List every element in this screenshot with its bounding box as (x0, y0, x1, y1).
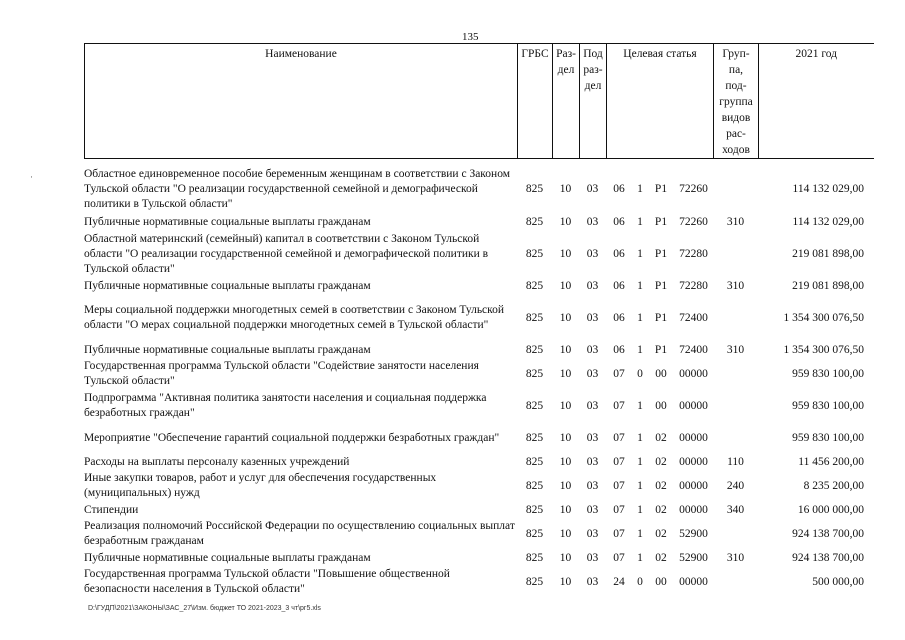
cell-pr: 03 (586, 182, 599, 195)
cell-p3: 02 (655, 455, 667, 468)
cell-amount: 1 354 300 076,50 (783, 311, 864, 324)
header-group-line-5: видов (721, 112, 751, 124)
cell-rz: 10 (559, 343, 572, 356)
cell-pr: 03 (586, 399, 599, 412)
cell-name: Стипендии (84, 503, 139, 516)
cell-name: Публичные нормативные социальные выплаты гражданам (84, 279, 371, 292)
cell-p1: 07 (613, 367, 625, 380)
cell-name: Публичные нормативные социальные выплаты гражданам (84, 215, 371, 228)
cell-vr (713, 518, 758, 550)
cell-amount: 959 830 100,00 (792, 431, 864, 444)
cell-pr: 03 (586, 215, 599, 228)
cell-amount: 114 132 029,00 (792, 182, 864, 195)
cell-vr: 310 (726, 343, 745, 356)
cell-p4: 00000 (679, 479, 708, 492)
header-group (714, 44, 759, 159)
cell-amount: 219 081 898,00 (792, 247, 864, 260)
cell-pr: 03 (586, 503, 599, 516)
header-podrazdel-line-1: Под (583, 48, 603, 60)
cell-amount: 924 138 700,00 (792, 527, 864, 540)
cell-pr: 03 (586, 527, 599, 540)
cell-rz: 10 (559, 215, 572, 228)
cell-p3: 02 (655, 551, 667, 564)
cell-p4: 72260 (679, 182, 708, 195)
cell-vr (713, 566, 758, 598)
table-row (84, 454, 864, 470)
cell-p3: 02 (655, 431, 667, 444)
cell-p3: P1 (654, 215, 668, 228)
cell-vr (713, 230, 758, 278)
header-name: Наименование (85, 44, 518, 159)
cell-name: Мероприятие "Обеспечение гарантий социальной поддержки безработных граждан" (84, 431, 500, 444)
cell-p4: 52900 (679, 551, 708, 564)
cell-grbs: 825 (525, 247, 544, 260)
cell-p1: 07 (613, 431, 625, 444)
cell-grbs: 825 (525, 399, 544, 412)
cell-vr: 110 (727, 455, 744, 468)
cell-grbs: 825 (525, 431, 544, 444)
cell-rz: 10 (559, 182, 572, 195)
cell-p3: 02 (655, 527, 667, 540)
cell-p4: 72280 (679, 247, 708, 260)
cell-name: Областной материнский (семейный) капитал в соответствии с Законом Тульской области "О реализации государственной семейной и демографической политики в Тульской области" (84, 232, 489, 275)
cell-p2: 1 (637, 455, 643, 468)
header-razdel-line-1: Раз- (556, 48, 576, 60)
header-target: Целевая статья (607, 44, 714, 159)
cell-p2: 1 (637, 215, 643, 228)
header-podrazdel-line-3: дел (584, 80, 602, 92)
cell-name: Реализация полномочий Российской Федерации по осуществлению социальных выплат безработным гражданам (84, 520, 515, 547)
cell-name: Подпрограмма "Активная политика занятости населения и социальная поддержка безработных граждан" (84, 392, 487, 419)
header-grbs: ГРБС (518, 44, 553, 159)
cell-p1: 07 (613, 551, 625, 564)
cell-grbs: 825 (525, 367, 544, 380)
header-podrazdel-line-2: раз- (583, 64, 603, 76)
cell-pr: 03 (586, 343, 599, 356)
table-row (84, 342, 864, 358)
cell-vr: 310 (726, 551, 745, 564)
cell-rz: 10 (559, 503, 572, 516)
cell-p2: 1 (637, 503, 643, 516)
cell-vr: 310 (726, 279, 745, 292)
cell-pr: 03 (586, 479, 599, 492)
cell-p1: 07 (613, 455, 625, 468)
cell-rz: 10 (559, 527, 572, 540)
cell-vr: 340 (726, 503, 745, 516)
cell-vr (713, 294, 758, 342)
cell-p2: 1 (637, 527, 643, 540)
cell-p2: 1 (637, 399, 643, 412)
cell-p3: P1 (654, 343, 668, 356)
cell-rz: 10 (559, 479, 572, 492)
cell-rz: 10 (559, 431, 572, 444)
cell-pr: 03 (586, 431, 599, 444)
cell-vr (713, 358, 758, 390)
table-row (84, 214, 864, 230)
header-group-line-6: рас- (726, 128, 746, 140)
cell-p3: 00 (655, 399, 667, 412)
header-razdel (553, 44, 580, 159)
cell-p1: 07 (613, 479, 625, 492)
cell-amount: 959 830 100,00 (792, 399, 864, 412)
header-group-line-3: под- (725, 80, 747, 92)
cell-grbs: 825 (525, 551, 544, 564)
cell-amount: 114 132 029,00 (792, 215, 864, 228)
cell-pr: 03 (586, 551, 599, 564)
cell-p2: 1 (637, 279, 643, 292)
table-row (84, 566, 864, 598)
header-group-line-2: па, (728, 64, 744, 76)
header-group-line-1: Груп- (722, 48, 750, 60)
cell-p4: 00000 (679, 503, 708, 516)
cell-p3: 02 (655, 479, 667, 492)
cell-p1: 07 (613, 399, 625, 412)
cell-vr (713, 390, 758, 422)
table-row (84, 294, 864, 342)
cell-pr: 03 (586, 455, 599, 468)
cell-p2: 0 (637, 575, 643, 588)
cell-grbs: 825 (525, 479, 544, 492)
cell-p3: P1 (654, 247, 668, 260)
table-row (84, 550, 864, 566)
table-row (84, 470, 864, 502)
cell-rz: 10 (559, 247, 572, 260)
cell-amount: 16 000 000,00 (797, 503, 864, 516)
table-row (84, 358, 864, 390)
cell-pr: 03 (586, 575, 599, 588)
cell-vr (713, 422, 758, 454)
table-row (84, 230, 864, 278)
cell-amount: 500 000,00 (812, 575, 864, 588)
cell-amount: 219 081 898,00 (792, 279, 864, 292)
cell-amount: 8 235 200,00 (803, 479, 864, 492)
cell-p4: 00000 (679, 455, 708, 468)
cell-grbs: 825 (525, 527, 544, 540)
cell-p4: 00000 (679, 399, 708, 412)
table-row (84, 278, 864, 294)
cell-amount: 924 138 700,00 (792, 551, 864, 564)
cell-vr: 310 (726, 215, 745, 228)
cell-p1: 06 (613, 279, 625, 292)
file-path-footer: D:\ГУДП\2021\ЗАКОНЫ\ЗАС_27\Изм. бюджет ТО 2021-2023_3 чт\рг5.xls (88, 605, 321, 612)
cell-p3: 00 (655, 367, 667, 380)
cell-rz: 10 (559, 279, 572, 292)
cell-p4: 72260 (679, 215, 708, 228)
cell-p1: 06 (613, 247, 625, 260)
cell-p2: 1 (637, 247, 643, 260)
cell-p1: 06 (613, 311, 625, 324)
cell-p3: 00 (655, 575, 667, 588)
cell-rz: 10 (559, 551, 572, 564)
cell-name: Публичные нормативные социальные выплаты гражданам (84, 551, 371, 564)
cell-rz: 10 (559, 367, 572, 380)
margin-mark: · (30, 172, 33, 182)
cell-p2: 1 (637, 431, 643, 444)
cell-pr: 03 (586, 247, 599, 260)
cell-vr (713, 164, 758, 214)
cell-name: Государственная программа Тульской области "Повышение общественной безопасности населения в Тульской области" (84, 568, 450, 595)
cell-p2: 1 (637, 551, 643, 564)
cell-pr: 03 (586, 367, 599, 380)
cell-vr: 240 (726, 479, 745, 492)
cell-name: Иные закупки товаров, работ и услуг для обеспечения государственных (муниципальных) нужд (84, 472, 437, 499)
cell-amount: 11 456 200,00 (798, 455, 864, 468)
cell-p2: 1 (637, 479, 643, 492)
cell-grbs: 825 (525, 455, 544, 468)
cell-p4: 00000 (679, 431, 708, 444)
budget-table (84, 164, 864, 598)
table-header (84, 43, 874, 159)
cell-p3: P1 (654, 311, 668, 324)
cell-p4: 00000 (679, 367, 708, 380)
header-podrazdel (580, 44, 607, 159)
cell-p1: 06 (613, 215, 625, 228)
header-year: 2021 год (759, 44, 874, 159)
cell-grbs: 825 (525, 503, 544, 516)
page-number: 135 (462, 31, 479, 43)
header-group-line-4: группа (719, 96, 753, 108)
cell-p4: 72280 (679, 279, 708, 292)
cell-rz: 10 (559, 455, 572, 468)
table-row (84, 422, 864, 454)
cell-rz: 10 (559, 575, 572, 588)
cell-p2: 0 (637, 367, 643, 380)
cell-rz: 10 (559, 311, 572, 324)
cell-grbs: 825 (525, 343, 544, 356)
cell-p1: 07 (613, 527, 625, 540)
cell-amount: 1 354 300 076,50 (783, 343, 864, 356)
table-row (84, 502, 864, 518)
cell-p2: 1 (637, 343, 643, 356)
cell-p4: 00000 (679, 575, 708, 588)
cell-name: Областное единовременное пособие беременным женщинам в соответствии с Законом Тульской области "О реализации государственной семейной и демографической политики в Тульской области" (84, 167, 511, 210)
cell-p1: 06 (613, 182, 625, 195)
header-group-line-7: ходов (722, 144, 750, 156)
header-razdel-line-2: дел (557, 64, 575, 76)
table-row (84, 164, 864, 214)
cell-p3: 02 (655, 503, 667, 516)
cell-p2: 1 (637, 311, 643, 324)
cell-amount: 959 830 100,00 (792, 367, 864, 380)
cell-grbs: 825 (525, 182, 544, 195)
cell-p2: 1 (637, 182, 643, 195)
cell-p4: 72400 (679, 311, 708, 324)
cell-pr: 03 (586, 279, 599, 292)
cell-name: Публичные нормативные социальные выплаты гражданам (84, 343, 371, 356)
cell-grbs: 825 (525, 575, 544, 588)
cell-p1: 07 (613, 503, 625, 516)
table-row (84, 390, 864, 422)
cell-rz: 10 (559, 399, 572, 412)
cell-pr: 03 (586, 311, 599, 324)
cell-p3: P1 (654, 279, 668, 292)
cell-name: Меры социальной поддержки многодетных семей в соответствии с Законом Тульской области "О мерах социальной поддержки многодетных семей в Тульской области" (84, 304, 505, 331)
cell-p4: 52900 (679, 527, 708, 540)
cell-grbs: 825 (525, 311, 544, 324)
cell-p4: 72400 (679, 343, 708, 356)
cell-p1: 24 (613, 575, 625, 588)
cell-name: Расходы на выплаты персоналу казенных учреждений (84, 455, 350, 468)
cell-name: Государственная программа Тульской области "Содействие занятости населения Тульской области" (84, 360, 479, 387)
cell-p1: 06 (613, 343, 625, 356)
cell-grbs: 825 (525, 215, 544, 228)
table-row (84, 518, 864, 550)
cell-p3: P1 (654, 182, 668, 195)
cell-grbs: 825 (525, 279, 544, 292)
